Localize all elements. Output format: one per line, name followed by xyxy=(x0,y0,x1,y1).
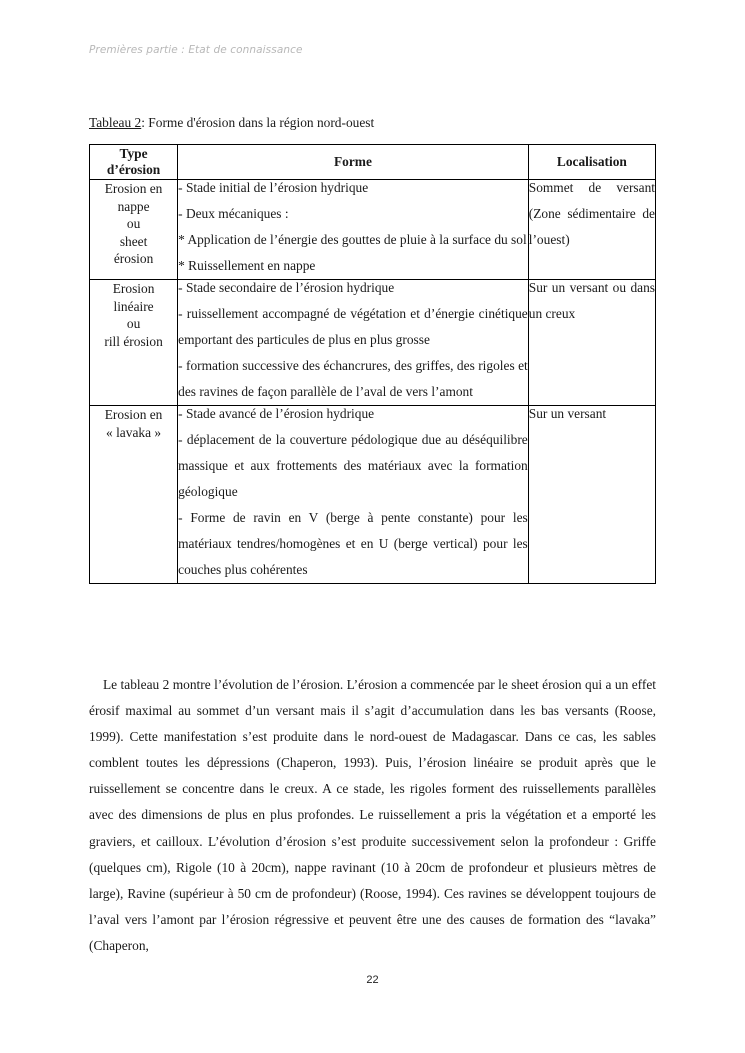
running-header: Premières partie : Etat de connaissance xyxy=(89,44,303,56)
forme-item: - formation successive des échancrures, des griffes, des rigoles et des ravines de façon parallèle de l’aval de vers l’amont xyxy=(178,358,528,399)
forme-item: - Deux mécaniques : xyxy=(178,206,289,221)
header-type: Type d’érosion xyxy=(90,145,178,180)
type-cell xyxy=(90,280,178,406)
type-line: nappe xyxy=(117,198,150,214)
type-line: linéaire xyxy=(113,298,154,314)
forme-item: - Stade secondaire de l’érosion hydrique xyxy=(178,280,395,295)
forme-item: - Forme de ravin en V (berge à pente constante) pour les matériaux tendres/homogènes et en U (berge vertical) pour les couches plus cohérentes xyxy=(178,510,528,577)
type-line: rill érosion xyxy=(104,333,163,349)
body-paragraph: Le tableau 2 montre l’évolution de l’érosion. L’érosion a commencée par le sheet érosion qui a un effet érosif maximal au sommet d’un versant mais il s’agit d’accumulation dans les bas versants (Roose, 1999). Cette manifestation s’est produite dans le nord-ouest de Madagascar. Dans ce cas, les sables comblent toutes les dépressions (Chaperon, 1993). Puis, l’érosion linéaire se produit après que le ruissellement se concentre dans le creux. A ce stade, les rigoles forment des ruissellements parallèles avec des dimensions de plus en plus profondes. Le ruissellement a pris la végétation et a emporté les graviers, et cailloux. L’évolution d’érosion s’est produite successivement selon la profondeur : Griffe (quelques cm), Rigole (10 à 20cm), nappe ravinant (10 à 20cm de profondeur et plusieurs mètres de large), Ravine (supérieur à 50 cm de profondeur) (Roose, 1994). Ces ravines se développent toujours de l’aval vers l’amont par l’érosion régressive et peuvent être une des causes de formation des “lavaka” (Chaperon, xyxy=(89,677,656,953)
localisation-text: Sommet de versant (Zone sédimentaire de l’ouest) xyxy=(528,180,655,247)
type-cell xyxy=(90,180,178,280)
localisation-text: Sur un versant ou dans un creux xyxy=(528,280,655,321)
forme-cell xyxy=(178,280,529,406)
table-caption-label: Tableau 2 xyxy=(89,115,142,130)
type-line: Erosion xyxy=(112,281,155,296)
localisation-cell xyxy=(528,280,655,406)
type-line: « lavaka » xyxy=(106,424,162,440)
forme-item: * Ruissellement en nappe xyxy=(178,258,316,273)
page-number: 22 xyxy=(366,974,379,986)
localisation-text: Sur un versant xyxy=(528,406,607,421)
type-line: sheet xyxy=(119,233,148,249)
table-caption xyxy=(89,115,374,131)
forme-item: - déplacement de la couverture pédologique due au déséquilibre massique et aux frottements des matériaux avec la formation géologique xyxy=(178,432,528,499)
erosion-table xyxy=(89,144,656,584)
header-forme: Forme xyxy=(178,145,529,180)
forme-item: - ruissellement accompagné de végétation et d’énergie cinétique emportant des particules de plus en plus grosse xyxy=(178,306,528,347)
type-line: ou xyxy=(126,316,141,331)
type-cell xyxy=(90,406,178,584)
forme-cell xyxy=(178,406,529,584)
header-localisation: Localisation xyxy=(528,145,655,180)
table-row xyxy=(90,180,656,280)
type-line: Erosion en xyxy=(104,407,163,422)
localisation-cell xyxy=(528,406,655,584)
localisation-cell xyxy=(528,180,655,280)
type-line: Erosion en xyxy=(104,181,163,196)
forme-item: - Stade avancé de l’érosion hydrique xyxy=(178,406,375,421)
table-row xyxy=(90,280,656,406)
forme-item: * Application de l’énergie des gouttes de pluie à la surface du sol xyxy=(178,232,527,247)
type-line: ou xyxy=(126,216,141,231)
table-row xyxy=(90,406,656,584)
forme-item: - Stade initial de l’érosion hydrique xyxy=(178,180,369,195)
forme-cell xyxy=(178,180,529,280)
type-line: érosion xyxy=(113,251,154,266)
table-caption-text: : Forme d'érosion dans la région nord-ouest xyxy=(141,115,375,130)
